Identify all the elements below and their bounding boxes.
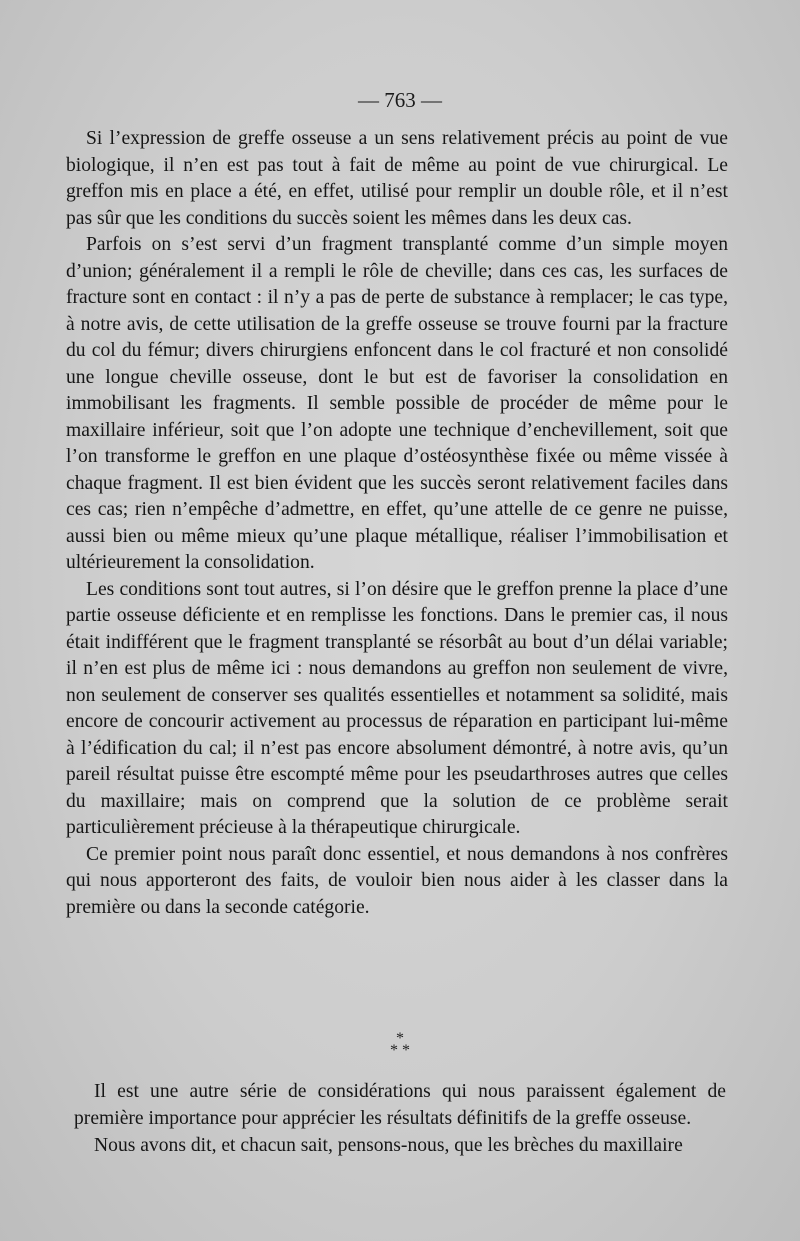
asterism-bottom: * * bbox=[390, 1042, 410, 1059]
secondary-text-block bbox=[74, 1078, 726, 1159]
main-text-block bbox=[66, 126, 728, 921]
paragraph-greffe-osseuse-intro: Si l’expression de greffe osseuse a un sens relativement précis au point de vue biologique, il n’en est pas tout à fait de même au point de vue chirurgical. Le greffon mis en place a été, en effet, utilisé pour remplir un double rôle, et il n’est pas sûr que les conditions du succès soient les mêmes dans les deux cas. bbox=[66, 128, 728, 229]
page-number: — 763 — bbox=[358, 88, 442, 112]
paragraph-cheville: Parfois on s’est servi d’un fragment transplanté comme d’un simple moyen d’union; généralement il a rempli le rôle de cheville; dans ces cas, les surfaces de fracture sont en contact : il n’y a pas de perte de substance à remplacer; le cas type, à notre avis, de cette utilisation de la greffe osseuse se trouve fourni par la fracture du col du fémur; divers chirurgiens enfoncent dans le col fracturé et non consolidé une longue cheville osseuse, dont le but est de favoriser la consolidation en immobilisant les fragments. Il semble possible de procéder de même pour le maxillaire inférieur, soit que l’on adopte une technique d’enchevillement, soit que l’on transforme le greffon en une plaque d’ostéosynthèse fixée ou même vissée à chaque fragment. Il est bien évident que les succès seront relativement faciles dans ces cas; rien n’empêche d’admettre, en effet, qu’une attelle de ce genre ne puisse, aussi bien ou même mieux qu’une plaque métallique, réaliser l’immobilisation et ultérieurement la consolidation. bbox=[66, 234, 728, 573]
paragraph-conditions: Les conditions sont tout autres, si l’on désire que le greffon prenne la place d’une partie osseuse déficiente et en remplisse les fonctions. Dans le premier cas, il nous était indifférent que le fragment transplanté se résorbât au bout d’un délai variable; il n’en est plus de même ici : nous demandons au greffon non seulement de vivre, non seulement de conserver ses qualités essentielles et notamment sa solidité, mais encore de concourir activement au processus de réparation en participant lui-même à l’édification du cal; il n’est pas encore absolument démontré, à notre avis, qu’un pareil résultat puisse être escompté même pour les pseudarthroses autres que celles du maxillaire; mais on comprend que la solution de ce problème serait particulièrement précieuse à la thérapeutique chirurgicale. bbox=[66, 578, 728, 838]
paragraph-autre-serie: Il est une autre série de considérations qui nous paraissent également de première importance pour apprécier les résultats définitifs de la greffe osseuse. bbox=[74, 1081, 726, 1129]
asterism-top: * bbox=[396, 1030, 404, 1047]
paragraph-premier-point: Ce premier point nous paraît donc essentiel, et nous demandons à nos confrères qui nous apporteront des faits, de vouloir bien nous aider à les classer dans la première ou dans la seconde catégorie. bbox=[66, 843, 728, 918]
asterism-separator bbox=[0, 1030, 800, 1059]
paragraph-breches-maxillaire: Nous avons dit, et chacun sait, pensons-nous, que les brèches du maxillaire bbox=[94, 1135, 683, 1156]
